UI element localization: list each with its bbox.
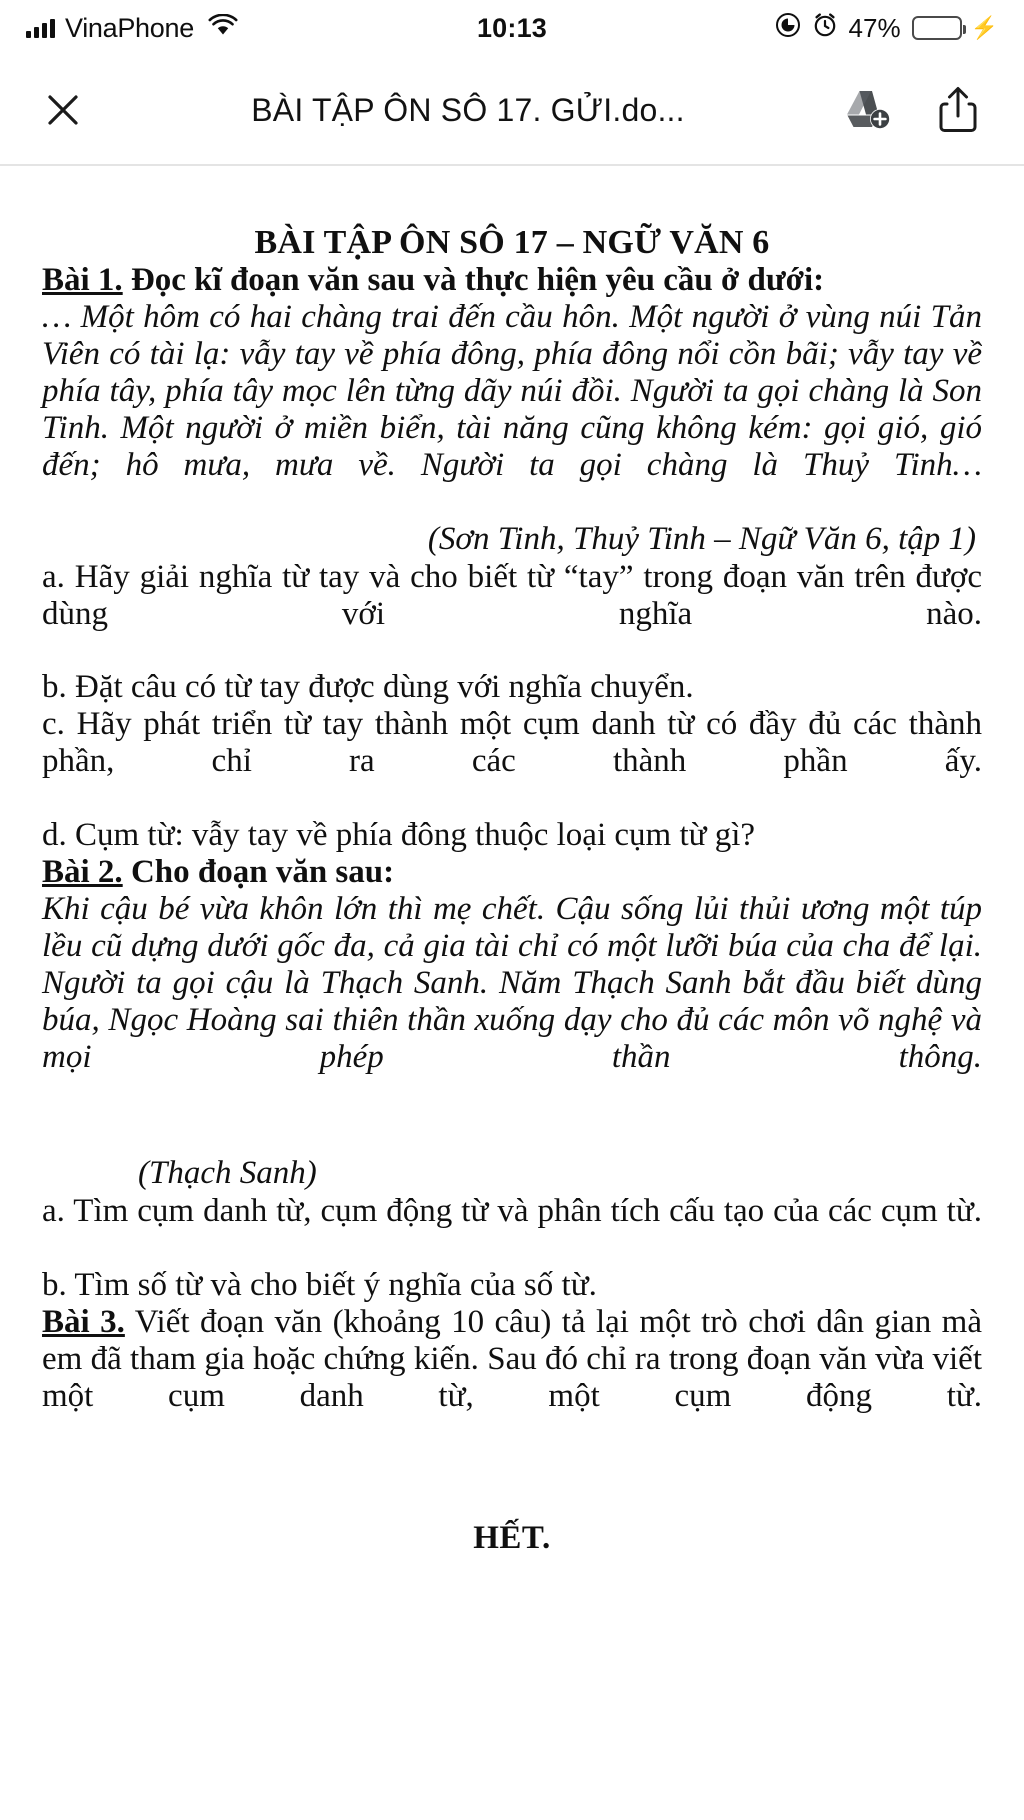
exercise-3-text: Viết đoạn văn (khoảng 10 câu) tả lại một trò chơi dân gian mà em đã tham gia hoặc chứng kiến. Sau đó chỉ ra trong đoạn văn vừa viết một cụm danh từ, một cụm động từ. [42, 1303, 983, 1414]
screen-record-icon [775, 12, 801, 44]
passage-2-citation: (Thạch Sanh) [138, 1154, 317, 1191]
document-footer: HẾT. [473, 1519, 551, 1556]
passage-2: Khi cậu bé vừa khôn lớn thì mẹ chết. Cậu sống lủi thủi ương một túp lều cũ dựng dưới gốc đa, cả gia tài chỉ có một lưỡi búa của cha để lại. Người ta gọi cậu là Thạch Sanh. Năm Thạch Sanh bắt đầu biết dùng búa, Ngọc Hoàng sai thiên thần xuống dạy cho đủ các môn võ nghệ và mọi phép thần thông. [42, 891, 982, 1075]
exercise-2-instruction: Cho đoạn văn sau: [130, 854, 395, 891]
add-to-drive-icon [845, 88, 891, 132]
alarm-clock-icon [812, 12, 838, 44]
spacer-bottom [42, 1452, 982, 1494]
document-viewer[interactable] [0, 166, 1024, 1557]
status-bar-right [775, 12, 998, 44]
exercise-1-instruction: Đọc kĩ đoạn văn sau và thực hiện yêu cầu ở dưới: [130, 262, 825, 298]
passage-1: … Một hôm có hai chàng trai đến cầu hôn. Một người ở vùng núi Tản Viên có tài lạ: vẫy tay về phía đông, phía đông nổi cồn bãi; vẫy tay về phía tây, phía tây mọc lên từng dãy núi đồi. Người ta gọi chàng là Son Tinh. Một người ở miền biển, tài năng cũng không kém: gọi gió, gió đến; hô mưa, mưa về. Người ta gọi chàng là Thuỷ Tinh… [42, 298, 982, 483]
question-1a-text: a. Hãy giải nghĩa từ tay và cho biết từ “tay” trong đoạn văn trên được dùng với nghĩa nào. [42, 558, 982, 632]
app-top-bar [0, 56, 1024, 166]
exercise-2-heading [42, 854, 982, 891]
close-button[interactable] [30, 77, 96, 143]
share-button[interactable] [930, 80, 986, 140]
battery-percentage-label: 47% [848, 12, 901, 43]
document-title: BÀI TẬP ÔN SÔ 17. GỬI.do... [251, 91, 685, 128]
battery-icon [912, 16, 962, 40]
status-bar-clock: 10:13 [476, 12, 548, 43]
exercise-2-label: Bài 2. [42, 854, 123, 891]
question-1c: c. Hãy phát triển từ tay thành một cụm danh từ có đầy đủ các thành phần, chỉ ra các thành phần ấy. [42, 706, 982, 780]
spacer-bottom-2 [42, 1494, 982, 1520]
exercise-1-heading [42, 262, 982, 299]
exercise-3-label: Bài 3. [42, 1303, 125, 1340]
status-bar [0, 0, 1024, 56]
document-heading: BÀI TẬP ÔN SÔ 17 – NGỮ VĂN 6 [254, 224, 770, 261]
close-icon [43, 90, 83, 130]
question-1b: b. Đặt câu có từ tay được dùng với nghĩa chuyển. [42, 669, 694, 706]
share-icon [938, 85, 978, 135]
question-2a: a. Tìm cụm danh từ, cụm động từ và phân tích cấu tạo của các cụm từ. [42, 1192, 982, 1229]
question-1a [42, 559, 982, 670]
carrier-label: VinaPhone [65, 12, 194, 43]
spacer [42, 1113, 982, 1155]
lightning-bolt-icon: ⚡ [970, 15, 998, 40]
question-2b: b. Tìm số từ và cho biết ý nghĩa của số từ. [42, 1266, 597, 1303]
exercise-1-label: Bài 1. [42, 262, 123, 298]
top-bar-actions [840, 80, 994, 140]
question-1d: d. Cụm từ: vẫy tay về phía đông thuộc loại cụm từ gì? [42, 817, 756, 854]
add-to-drive-button[interactable] [840, 80, 896, 140]
passage-1-citation: (Sơn Tinh, Thuỷ Tinh – Ngữ Văn 6, tập 1) [427, 520, 976, 557]
exercise-3 [42, 1304, 982, 1452]
